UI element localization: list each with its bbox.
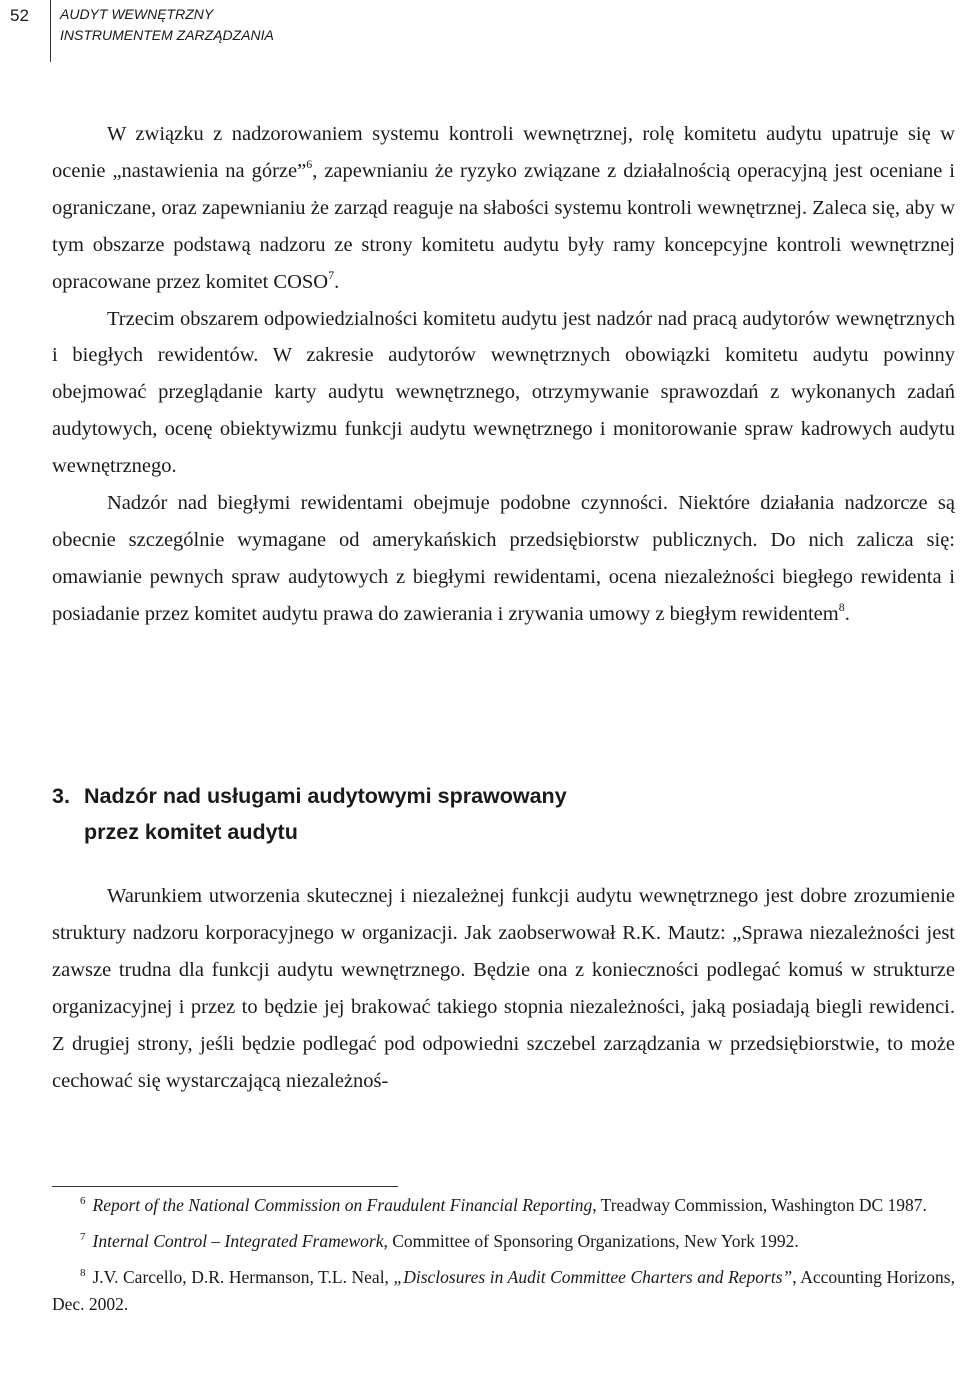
footnote-7-number: 7 xyxy=(80,1231,86,1243)
page-number: 52 xyxy=(10,6,29,25)
running-header-line1: AUDYT WEWNĘTRZNY xyxy=(60,6,214,22)
footnote-8-title: „Disclosures in Audit Committee Charters and Reports” xyxy=(393,1267,793,1287)
paragraph-1-part-c: . xyxy=(334,270,340,293)
footnote-7-title: Internal Control – Integrated Framework xyxy=(92,1231,384,1251)
footnote-8-number: 8 xyxy=(80,1267,86,1279)
footnote-7 xyxy=(52,1228,955,1255)
paragraph-3-part-b: . xyxy=(844,602,850,625)
footnote-7-rest: , Committee of Sponsoring Organizations, New York 1992. xyxy=(383,1231,799,1251)
header-divider xyxy=(50,0,51,62)
footnote-divider xyxy=(52,1186,398,1187)
paragraph-4: Warunkiem utworzenia skutecznej i niezależnej funkcji audytu wewnętrznego jest dobre zrozumienie struktury nadzoru korporacyjnego w organizacji. Jak zaobserwował R.K. Mautz: „Sprawa niezależności jest zawsze trudna dla funkcji audytu wewnętrznego. Będzie ona z konieczności podlegać komuś w strukturze organizacyjnej i przez to będzie jej brakować takiego stopnia niezależności, jaką posiadają biegli rewidenci. Z drugiej strony, jeśli będzie podlegać pod odpowiedni szczebel zarządzania w przedsiębiorstwie, to może cechować się wystarczającą niezależnoś- xyxy=(52,885,955,1092)
footnote-6-title: Report of the National Commission on Fraudulent Financial Reporting xyxy=(92,1195,593,1215)
footnote-ref-7[interactable]: 7 xyxy=(328,267,335,282)
footnote-8 xyxy=(52,1264,955,1318)
footnotes xyxy=(52,1192,955,1327)
section-title-line1: Nadzór nad usługami audytowymi sprawowany xyxy=(84,784,567,808)
section-title-line2: przez komitet audytu xyxy=(84,820,298,844)
footnote-8-authors: J.V. Carcello, D.R. Hermanson, T.L. Neal, xyxy=(92,1267,394,1287)
section-heading xyxy=(52,778,567,850)
running-header-line2: INSTRUMENTEM ZARZĄDZANIA xyxy=(60,27,274,43)
section-number: 3. xyxy=(52,784,70,808)
footnote-8-rest: , Accounting Horizons, Dec. 2002. xyxy=(52,1267,955,1314)
section-body-text xyxy=(52,878,955,1099)
body-text xyxy=(52,116,955,633)
paragraph-2: Trzecim obszarem odpowiedzialności komitetu audytu jest nadzór nad pracą audytorów wewnętrznych i biegłych rewidentów. W zakresie audytorów wewnętrznych obowiązki komitetu audytu powinny obejmować przeglądanie karty audytu wewnętrznego, otrzymywanie sprawozdań z wykonanych zadań audytowych, ocenę obiektywizmu funkcji audytu wewnętrznego i monitorowanie spraw kadrowych audytu wewnętrznego. xyxy=(52,307,955,478)
footnote-ref-6[interactable]: 6 xyxy=(306,156,313,171)
paragraph-3 xyxy=(52,485,955,633)
paragraph-1 xyxy=(52,116,955,301)
paragraph-1-part-a: W związku z nadzorowaniem systemu kontroli wewnętrznej, rolę komitetu audytu upatruje się w ocenie „nastawienia na górze” xyxy=(52,123,955,182)
footnote-6-number: 6 xyxy=(80,1195,86,1207)
paragraph-3-part-a: Nadzór nad biegłymi rewidentami obejmuje podobne czynności. Niektóre działania nadzorcze są obecnie szczególnie wymagane od amerykańskich przedsiębiorstw publicznych. Do nich zalicza się: omawianie pewnych spraw audytowych z biegłymi rewidentami, ocena niezależności biegłego rewidenta i posiadanie przez komitet audytu prawa do zawierania i zrywania umowy z biegłym rewidentem xyxy=(52,492,955,625)
footnote-6 xyxy=(52,1192,955,1219)
running-header xyxy=(60,4,274,46)
footnote-6-rest: , Treadway Commission, Washington DC 1987. xyxy=(592,1195,927,1215)
paragraph-1-part-b: , zapewnianiu że ryzyko związane z działalnością operacyjną jest oceniane i ograniczane, oraz zapewnianiu że zarząd reaguje na słabości systemu kontroli wewnętrznej. Zaleca się, aby w tym obszarze podstawą nadzoru ze strony komitetu audytu były ramy koncepcyjne kontroli wewnętrznej opracowane przez komitet COSO xyxy=(52,159,956,293)
footnote-ref-8[interactable]: 8 xyxy=(838,599,845,614)
